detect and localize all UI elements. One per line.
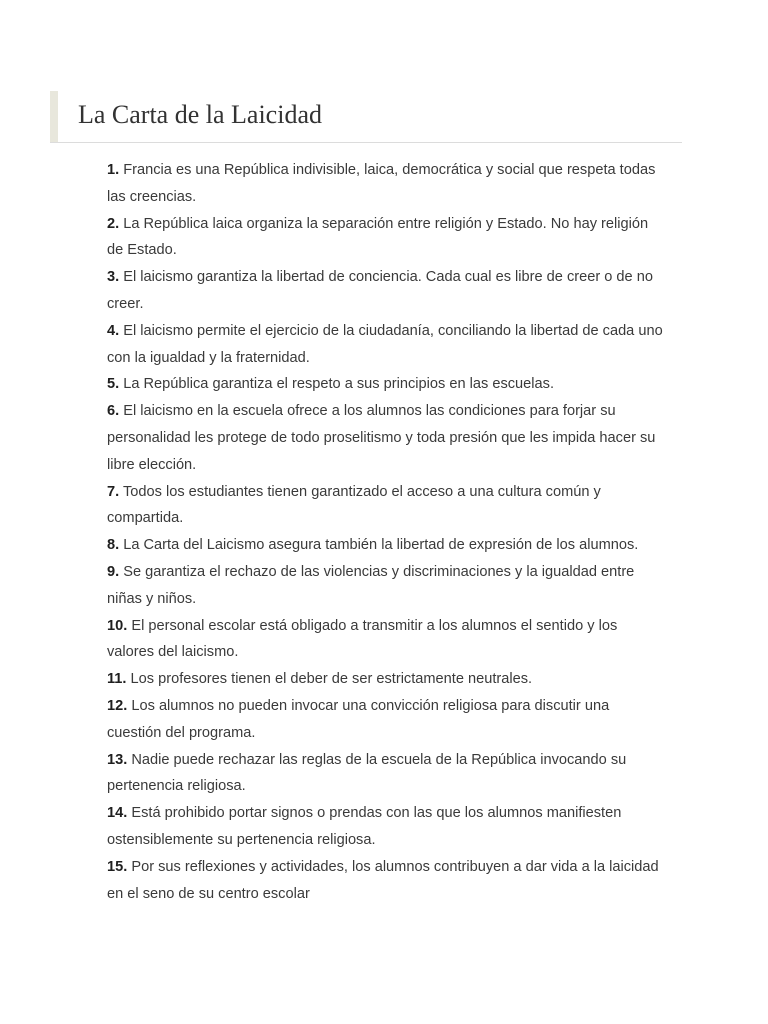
article-text: El laicismo garantiza la libertad de conciencia. Cada cual es libre de creer o de no creer. — [107, 269, 653, 312]
article-item — [107, 800, 667, 854]
article-item — [107, 264, 667, 318]
article-number: 2. — [107, 215, 120, 232]
article-text: El personal escolar está obligado a transmitir a los alumnos el sentido y los valores del laicismo. — [107, 617, 618, 661]
article-text: El laicismo permite el ejercicio de la ciudadanía, conciliando la libertad de cada uno con la igualdad y la fraternidad. — [107, 322, 663, 366]
article-item — [107, 613, 667, 667]
article-text: Los profesores tienen el deber de ser estrictamente neutrales. — [130, 671, 533, 688]
article-text: Está prohibido portar signos o prendas con las que los alumnos manifiesten ostensiblemente su pertenencia religiosa. — [107, 805, 622, 848]
article-number: 8. — [107, 537, 120, 554]
article-number: 14. — [107, 805, 128, 822]
article-number: 1. — [107, 162, 120, 178]
article-item — [107, 532, 667, 559]
page-title: La Carta de la Laicidad — [78, 100, 322, 129]
article-number: 15. — [107, 858, 128, 875]
article-text: Francia es una República indivisible, laica, democrática y social que respeta todas las creencias. — [107, 162, 656, 205]
article-number: 6. — [107, 403, 120, 420]
article-text: La República garantiza el respeto a sus principios en las escuelas. — [123, 376, 554, 393]
article-number: 4. — [107, 322, 120, 339]
article-list — [107, 157, 667, 907]
article-text: Por sus reflexiones y actividades, los alumnos contribuyen a dar vida a la laicidad en el seno de su centro escolar — [107, 858, 659, 902]
title-block — [50, 91, 682, 143]
article-item — [107, 693, 667, 747]
article-number: 12. — [107, 697, 128, 714]
article-item — [107, 747, 667, 801]
article-number: 3. — [107, 269, 120, 286]
article-item — [107, 371, 667, 398]
article-item — [107, 479, 667, 533]
article-text: La República laica organiza la separación entre religión y Estado. No hay religión de Estado. — [107, 215, 649, 259]
article-number: 10. — [107, 617, 128, 634]
article-number: 13. — [107, 751, 128, 768]
article-text: Los alumnos no pueden invocar una convicción religiosa para discutir una cuestión del programa. — [107, 697, 610, 741]
article-text: Se garantiza el rechazo de las violencias y discriminaciones y la igualdad entre niñas y niños. — [107, 563, 635, 607]
article-number: 9. — [107, 563, 120, 580]
title-accent-bar — [50, 91, 58, 142]
article-number: 7. — [107, 483, 120, 500]
article-number: 5. — [107, 376, 120, 393]
article-text: La Carta del Laicismo asegura también la libertad de expresión de los alumnos. — [123, 537, 639, 554]
article-item — [107, 398, 667, 478]
article-item — [107, 854, 667, 908]
article-item — [107, 666, 667, 693]
article-text: Todos los estudiantes tienen garantizado el acceso a una cultura común y compartida. — [107, 483, 601, 527]
article-item — [107, 318, 667, 372]
article-item — [107, 211, 667, 265]
article-text: El laicismo en la escuela ofrece a los alumnos las condiciones para forjar su personalidad les protege de todo proselitismo y toda presión que les impida hacer su libre elección. — [107, 403, 656, 473]
article-text: Nadie puede rechazar las reglas de la escuela de la República invocando su pertenencia religiosa. — [107, 751, 627, 795]
article-item — [107, 559, 667, 613]
article-item — [107, 157, 667, 211]
article-number: 11. — [107, 671, 127, 688]
